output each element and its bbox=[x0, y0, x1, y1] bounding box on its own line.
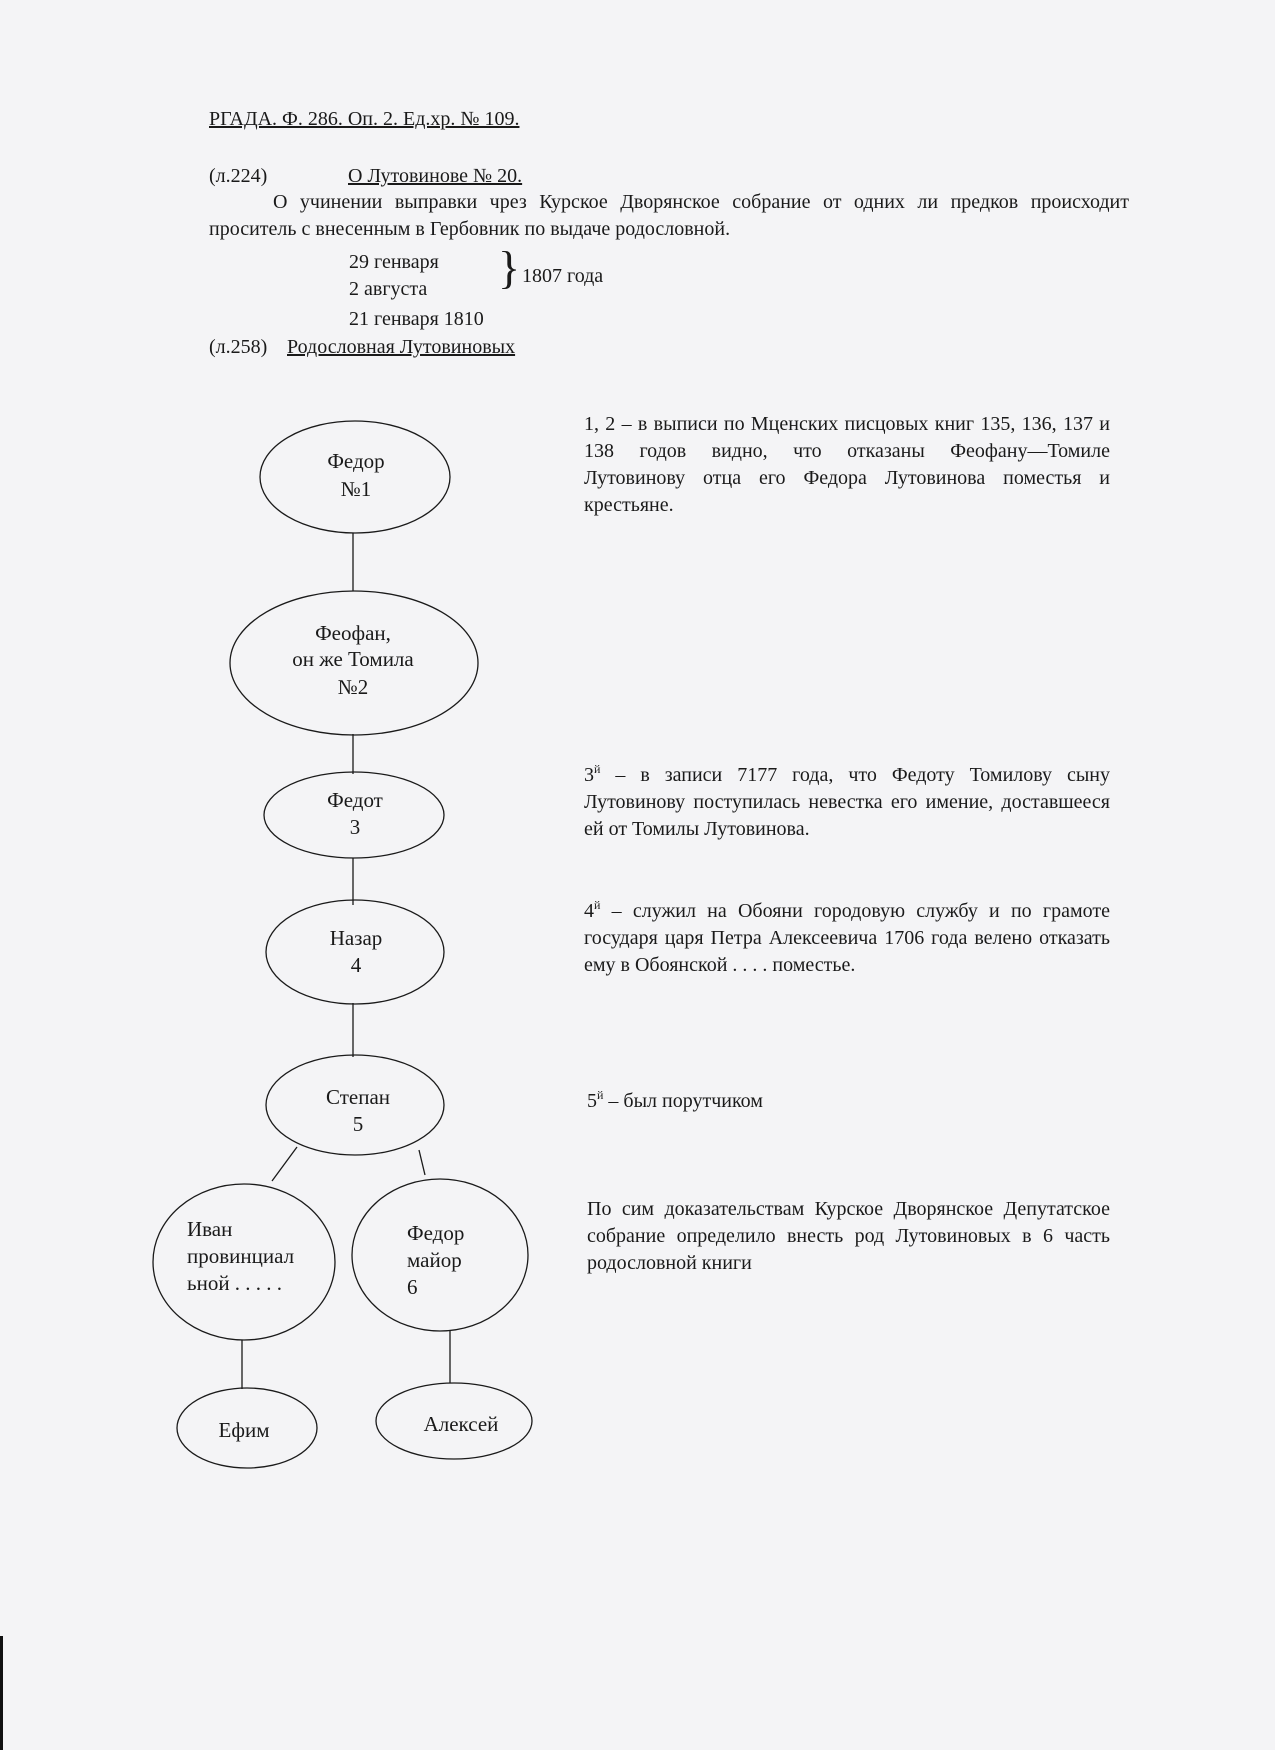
node-label: майор bbox=[407, 1248, 462, 1272]
node-label: он же Томила bbox=[292, 647, 414, 671]
node-efim bbox=[177, 1388, 317, 1468]
node-label: Федор bbox=[407, 1221, 465, 1245]
node-nazar-4 bbox=[266, 900, 444, 1004]
node-label: Степан bbox=[325, 1085, 391, 1109]
node-number: №1 bbox=[340, 477, 372, 501]
node-label: Феофан, bbox=[315, 621, 391, 645]
node-ivan bbox=[153, 1184, 335, 1340]
note-4-suffix: й bbox=[594, 898, 601, 912]
node-label: ьной . . . . . bbox=[187, 1271, 283, 1295]
note-1-2-text: 1, 2 – в выписи по Мценских писцовых книг 135, 136, 137 и 138 годов видно, что отказаны Феофану—Томиле Лутовинову отца его Федора Лутовинова поместья и крестьяне. bbox=[584, 413, 1110, 516]
note-4 bbox=[584, 898, 1110, 979]
node-number: №2 bbox=[337, 675, 369, 699]
node-label: Иван bbox=[187, 1217, 233, 1241]
node-label: Назар bbox=[329, 926, 383, 950]
node-label: Федор bbox=[327, 449, 385, 473]
note-3-text: – в записи 7177 года, что Федоту Томилову сыну Лутовинову поступилась невестка его имение, доставшееся ей от Томилы Лутовинова. bbox=[584, 764, 1110, 840]
date-brace: } bbox=[498, 242, 521, 293]
genealogy-title: Родословная Лутовиновых bbox=[287, 336, 516, 358]
scan-edge-mark bbox=[0, 1636, 3, 1750]
note-1-2 bbox=[584, 411, 1110, 519]
request-text: О учинении выправки чрез Курское Дворянское собрание от одних ли предков происходит проситель с внесенным в Гербовник по выдаче родословной. bbox=[209, 191, 1129, 240]
edge-stepan-fedor6 bbox=[419, 1150, 425, 1175]
conclusion bbox=[587, 1196, 1110, 1277]
node-number: 4 bbox=[350, 953, 362, 977]
node-fedor-1 bbox=[260, 421, 450, 533]
node-fedot-3 bbox=[264, 772, 444, 858]
note-5 bbox=[587, 1088, 1113, 1115]
edge-stepan-ivan bbox=[272, 1147, 297, 1181]
node-label: Алексей bbox=[423, 1412, 499, 1436]
case-title: О Лутовинове № 20. bbox=[348, 165, 523, 187]
date-january-1810: 21 генваря 1810 bbox=[349, 308, 484, 330]
node-number: 5 bbox=[352, 1112, 364, 1136]
archive-reference: РГАДА. Ф. 286. Оп. 2. Ед.хр. № 109. bbox=[209, 108, 520, 130]
node-label: провинциал bbox=[187, 1244, 295, 1268]
year-1807: 1807 года bbox=[522, 265, 604, 287]
note-3 bbox=[584, 762, 1110, 843]
note-5-number: 5 bbox=[587, 1090, 597, 1112]
note-5-suffix: й bbox=[597, 1088, 604, 1102]
node-label: Федот bbox=[327, 788, 383, 812]
date-august-1807: 2 августа bbox=[349, 278, 428, 300]
node-number: 6 bbox=[407, 1275, 418, 1299]
note-5-text: – был порутчиком bbox=[603, 1090, 763, 1112]
sheet-number-224: (л.224) bbox=[209, 165, 268, 187]
node-number: 3 bbox=[349, 815, 361, 839]
note-4-text: – служил на Обояни городовую службу и по грамоте государя царя Петра Алексеевича 1706 года велено отказать ему в Обоянской . . . . поместье. bbox=[584, 900, 1110, 976]
node-stepan-5 bbox=[266, 1055, 444, 1155]
node-fedor-6 bbox=[352, 1179, 528, 1331]
node-label: Ефим bbox=[218, 1418, 270, 1442]
conclusion-text: По сим доказательствам Курское Дворянское Депутатское собрание определило внесть род Лутовиновых в 6 часть родословной книги bbox=[587, 1198, 1110, 1274]
node-aleksei bbox=[376, 1383, 532, 1459]
sheet-number-258: (л.258) bbox=[209, 336, 268, 358]
date-january-1807: 29 генваря bbox=[349, 251, 439, 273]
note-3-suffix: й bbox=[594, 762, 601, 776]
note-4-number: 4 bbox=[584, 900, 594, 922]
note-3-number: 3 bbox=[584, 764, 594, 786]
node-feofan-2 bbox=[230, 591, 478, 735]
